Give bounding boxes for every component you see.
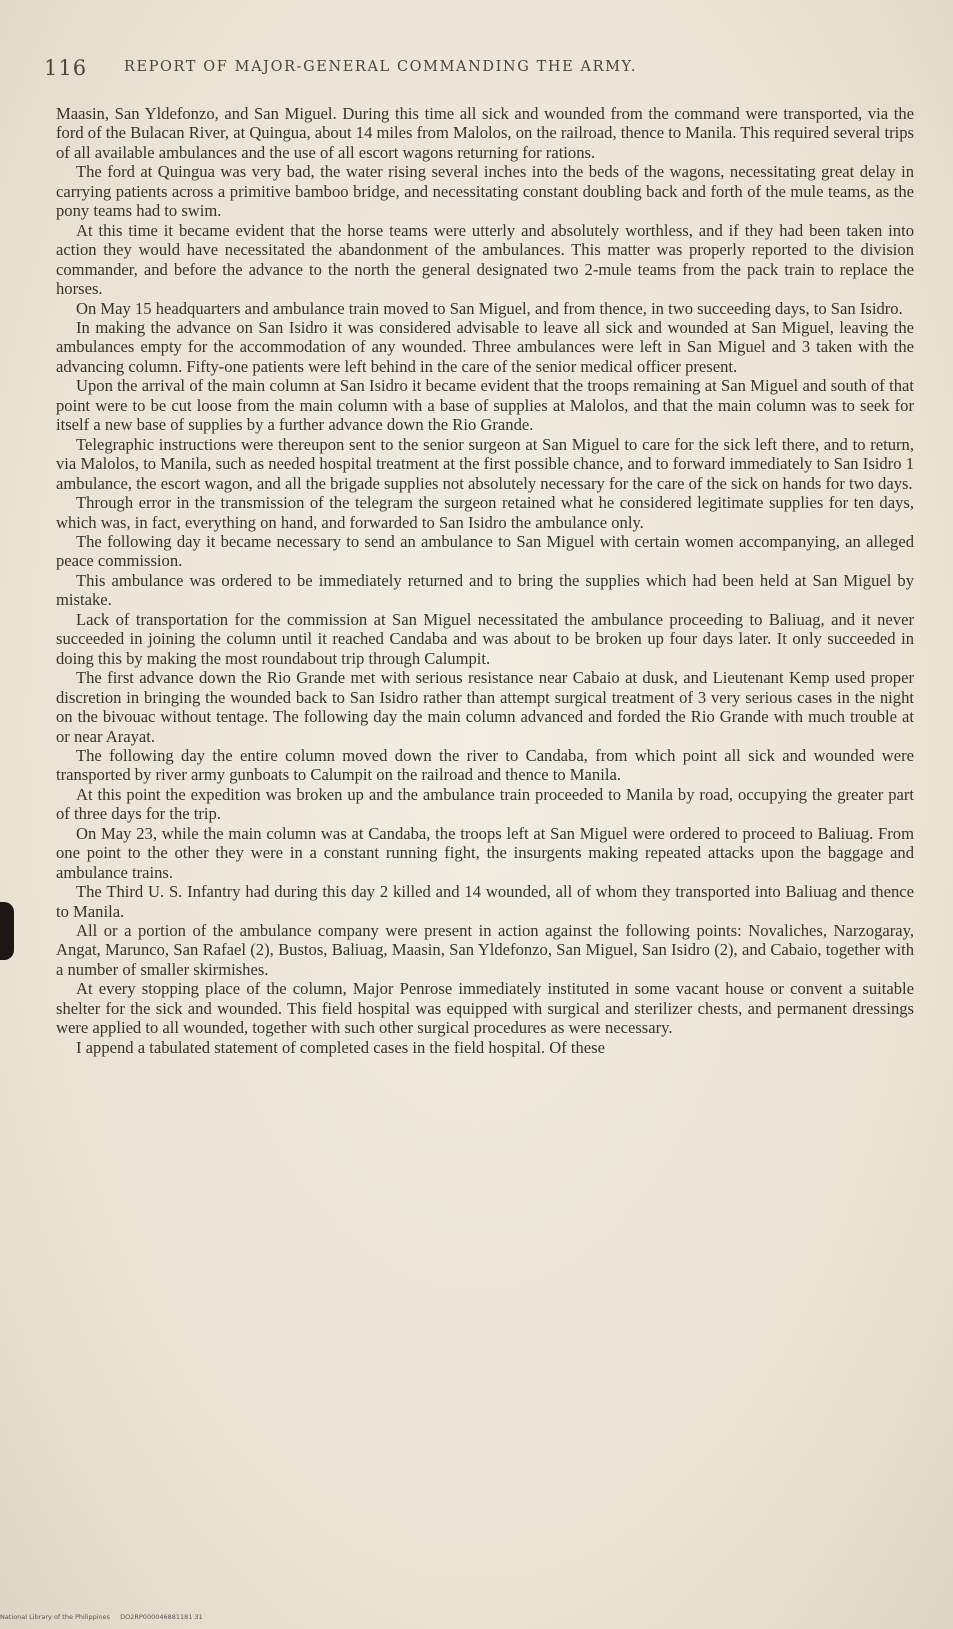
paragraph: Upon the arrival of the main column at San Isidro it became evident that the troops remaining at San Miguel and south of that point were to be cut loose from the main column with a base of supplies at Malolos, and that the main column was to seek for itself a new base of supplies by a further advance down the Rio Grande. <box>56 376 914 435</box>
paragraph: At this point the expedition was broken up and the ambulance train proceeded to Manila by road, occupying the greater part of three days for the trip. <box>56 784 914 824</box>
paragraph: On May 15 headquarters and ambulance train moved to San Miguel, and from thence, in two succeeding days, to San Isidro. <box>76 298 903 318</box>
paragraph: I append a tabulated statement of completed cases in the field hospital. Of these <box>76 1037 605 1057</box>
running-head: REPORT OF MAJOR-GENERAL COMMANDING THE ARMY. <box>124 59 638 75</box>
paragraph: In making the advance on San Isidro it was considered advisable to leave all sick and wounded at San Miguel, leaving the ambulances empty for the accommodation of any wounded. Three ambulances were left in San Miguel and 3 taken with the advancing column. Fifty-one patients were left behind in the care of the senior medical officer present. <box>56 317 914 376</box>
paragraph: All or a portion of the ambulance company were present in action against the following points: Novaliches, Narzogaray, Angat, Marunco, San Rafael (2), Bustos, Baliuag, Maasin, San Yldefonzo, San Miguel, San Isidro (2), and Cabaio, together with a number of smaller skirmishes. <box>56 921 914 979</box>
paragraph: At this time it became evident that the horse teams were utterly and absolutely worthless, and if they had been taken into action they would have necessitated the abandonment of the ambulances. This matter was properly reported to the division commander, and before the advance to the north the general designated two 2-mule teams from the pack train to replace the horses. <box>56 220 914 299</box>
scan-footer <box>0 1613 203 1621</box>
paragraph: The following day the entire column moved down the river to Candaba, from which point all sick and wounded were transported by river army gunboats to Calumpit on the railroad and thence to Manila. <box>56 745 914 785</box>
paragraph: This ambulance was ordered to be immediately returned and to bring the supplies which had been held at San Miguel by mistake. <box>56 570 914 610</box>
paragraph: The Third U. S. Infantry had during this day 2 killed and 14 wounded, all of whom they transported into Baliuag and thence to Manila. <box>56 882 914 921</box>
paragraph: At every stopping place of the column, Major Penrose immediately instituted in some vacant house or convent a suitable shelter for the sick and wounded. This field hospital was equipped with surgical and sterilizer chests, and permanent dressings were applied to all wounded, together with such other surgical procedures as were necessary. <box>56 979 914 1038</box>
footer-id-text: DO2RP000046881181 31 <box>120 1613 203 1621</box>
body-text <box>56 104 914 1057</box>
paragraph: The ford at Quingua was very bad, the water rising several inches into the beds of the wagons, necessitating great delay in carrying patients across a primitive bamboo bridge, and necessitating constant doubling back and forth of the mule teams, as the pony teams had to swim. <box>56 162 914 221</box>
page-header <box>44 56 914 86</box>
paragraph: Telegraphic instructions were thereupon sent to the senior surgeon at San Miguel to care for the sick left there, and to return, via Malolos, to Manila, such as needed hospital treatment at the first possible chance, and to forward immediately to San Isidro 1 ambulance, the escort wagon, and all the brigade supplies not absolutely necessary for the care of the sick on hands for two days. <box>56 434 914 493</box>
paragraph: Lack of transportation for the commission at San Miguel necessitated the ambulance proceeding to Baliuag, and it never succeeded in joining the column until it reached Candaba and was about to be broken up four days later. It only succeeded in doing this by making the most roundabout trip through Calumpit. <box>56 609 914 668</box>
scan-edge-mark <box>0 902 14 960</box>
footer-credit-text: National Library of the Philippines <box>0 1613 111 1621</box>
paragraph: On May 23, while the main column was at Candaba, the troops left at San Miguel were ordered to proceed to Baliuag. From one point to the other they were in a constant running fight, the insurgents making repeated attacks upon the baggage and ambulance trains. <box>56 823 914 882</box>
paragraph: The first advance down the Rio Grande met with serious resistance near Cabaio at dusk, and Lieutenant Kemp used proper discretion in bringing the wounded back to San Isidro rather than attempt surgical treatment of 3 very serious cases in the night on the bivouac without tentage. The following day the main column advanced and forded the Rio Grande with much trouble at or near Arayat. <box>56 668 914 746</box>
paragraph: Maasin, San Yldefonzo, and San Miguel. During this time all sick and wounded from the command were transported, via the ford of the Bulacan River, at Quingua, about 14 miles from Malolos, on the railroad, thence to Manila. This required several trips of all available ambulances and the use of all escort wagons returning for rations. <box>56 104 914 162</box>
page-number: 116 <box>44 56 88 80</box>
paragraph: The following day it became necessary to send an ambulance to San Miguel with certain women accompanying, an alleged peace commission. <box>56 531 914 571</box>
paragraph: Through error in the transmission of the telegram the surgeon retained what he considered legitimate supplies for ten days, which was, in fact, everything on hand, and forwarded to San Isidro the ambulance only. <box>56 493 914 532</box>
